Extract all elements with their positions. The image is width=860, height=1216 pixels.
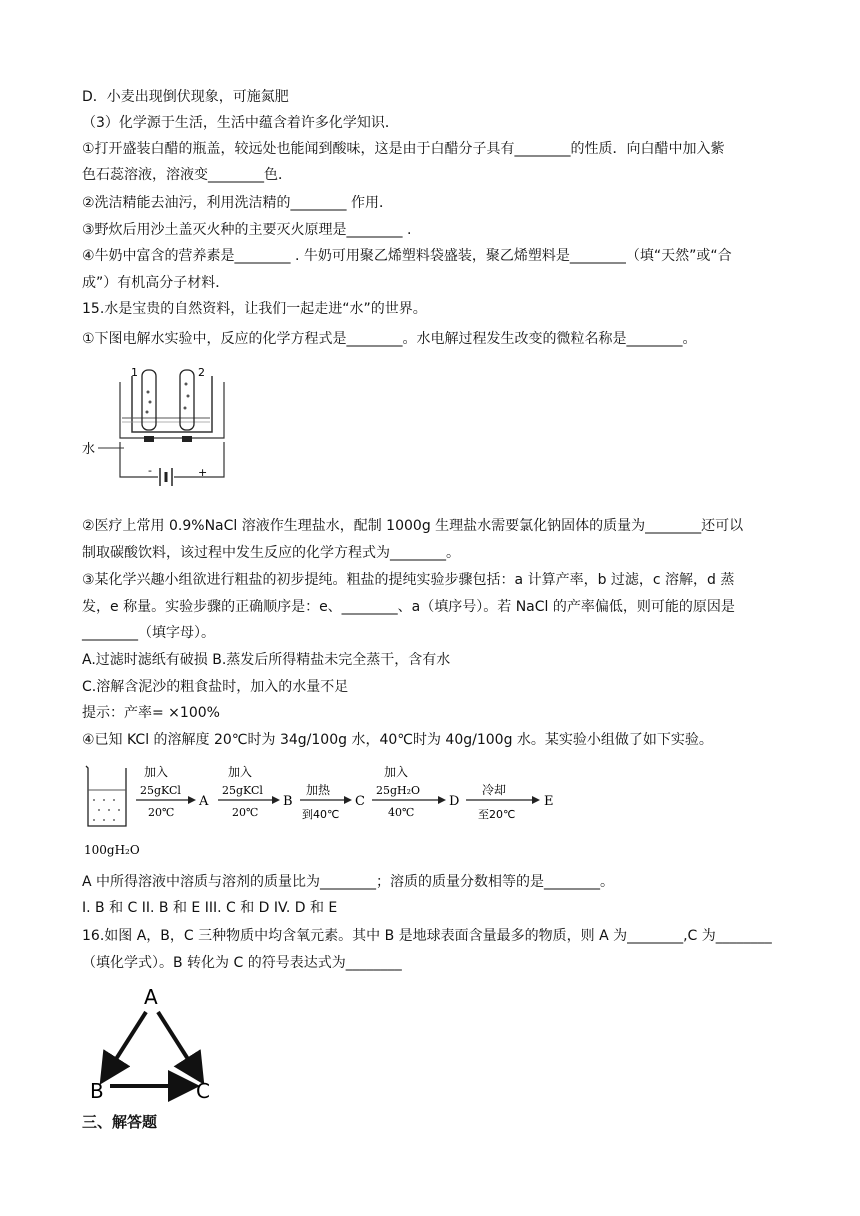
minus-label: - [148, 464, 152, 477]
triangle-a-label: A [144, 985, 158, 1009]
text-line-12: 制取碳酸饮料，该过程中发生反应的化学方程式为________。 [82, 545, 460, 561]
section-heading: 三、解答题 [82, 1113, 158, 1131]
beaker-label: 100gH₂O [84, 843, 140, 857]
triangle-c-label: C [196, 1079, 210, 1102]
hint-line: 提示：产率= ×100% [82, 705, 220, 721]
text-line-5: ②洗洁精能去油污，利用洗洁精的________ 作用． [82, 195, 393, 211]
option-c: C.溶解含泥沙的粗食盐时，加入的水量不足 [82, 679, 349, 695]
electrolysis-figure [82, 362, 242, 497]
triangle-b-label: B [90, 1079, 104, 1102]
text-line-14: 发，e 称量。实验步骤的正确顺序是：e、________、a（填序号）。若 NaCl 的产率偏低，则可能的原因是 [82, 599, 735, 615]
step4-top: 加入 [384, 765, 409, 779]
text-line-15: ________（填字母）。 [82, 625, 215, 641]
node-c: C [355, 794, 365, 809]
step5-top: 冷却 [482, 783, 507, 797]
plus-label: + [198, 466, 208, 479]
text-line-6: ③野炊后用沙土盖灭火种的主要灭火原理是________ . [82, 222, 412, 238]
text-line-20: A 中所得溶液中溶质与溶剂的质量比为________；溶质的质量分数相等的是________。 [82, 874, 615, 890]
step4-bot: 40℃ [388, 806, 415, 819]
step2-bot: 20℃ [232, 806, 259, 819]
step1-top: 加入 [144, 765, 169, 779]
step2-top: 加入 [228, 765, 253, 779]
option-a-b: A.过滤时滤纸有破损 B.蒸发后所得精盐未完全蒸干，含有水 [82, 652, 451, 668]
step3-top: 加热 [306, 783, 331, 797]
tube-2-label: 2 [198, 366, 205, 379]
step2-mid: 25gKCl [222, 784, 263, 797]
text-line-2: （3）化学源于生活，生活中蕴含着许多化学知识． [82, 115, 399, 131]
question-15-title: 15.水是宝贵的自然资料，让我们一起走进“水”的世界。 [82, 301, 427, 317]
step1-mid: 25gKCl [140, 784, 181, 797]
water-label: 水 [82, 442, 96, 457]
text-line-19: ④已知 KCl 的溶解度 20℃时为 34g/100g 水，40℃时为 40g/100g 水。某实验小组做了如下实验。 [82, 732, 713, 748]
node-a: A [199, 794, 209, 809]
node-e: E [544, 794, 554, 809]
node-b: B [283, 794, 293, 809]
text-line-7: ④牛奶中富含的营养素是________ . 牛奶可用聚乙烯塑料袋盛装，聚乙烯塑料是________（填“天然”或“合 [82, 248, 732, 264]
text-line-3: ①打开盛装白醋的瓶盖，较远处也能闻到酸味，这是由于白醋分子具有________的性质．向白醋中加入紫 [82, 141, 725, 157]
question-16-line-2: （填化学式）。B 转化为 C 的符号表达式为________ [82, 955, 402, 971]
text-line-8: 成”）有机高分子材料． [82, 275, 230, 291]
step3-bot: 到40℃ [302, 808, 340, 821]
step1-bot: 20℃ [148, 806, 175, 819]
text-line-11: ②医疗上常用 0.9%NaCl 溶液作生理盐水，配制 1000g 生理盐水需要氯化钠固体的质量为________还可以 [82, 518, 744, 534]
tube-1-label: 1 [131, 366, 138, 379]
text-line-10: ①下图电解水实验中，反应的化学方程式是________。水电解过程发生改变的微粒名称是________。 [82, 331, 697, 347]
text-line-4: 色石蕊溶液，溶液变________色． [82, 167, 292, 183]
question-16-line-1: 16.如图 A，B，C 三种物质中均含氧元素。其中 B 是地球表面含量最多的物质，则 A 为________,C 为________ [82, 928, 772, 944]
triangle-figure [84, 982, 224, 1102]
text-line-1: D．小麦出现倒伏现象，可施氮肥 [82, 89, 289, 105]
step4-mid: 25gH₂O [376, 784, 421, 797]
choices-line: I. B 和 C II. B 和 E III. C 和 D IV. D 和 E [82, 900, 338, 916]
step5-bot: 至20℃ [478, 808, 516, 821]
kcl-flow-figure [82, 760, 562, 860]
text-line-13: ③某化学兴趣小组欲进行粗盐的初步提纯。粗盐的提纯实验步骤包括：a 计算产率，b 过滤，c 溶解，d 蒸 [82, 572, 735, 588]
node-d: D [449, 794, 460, 809]
